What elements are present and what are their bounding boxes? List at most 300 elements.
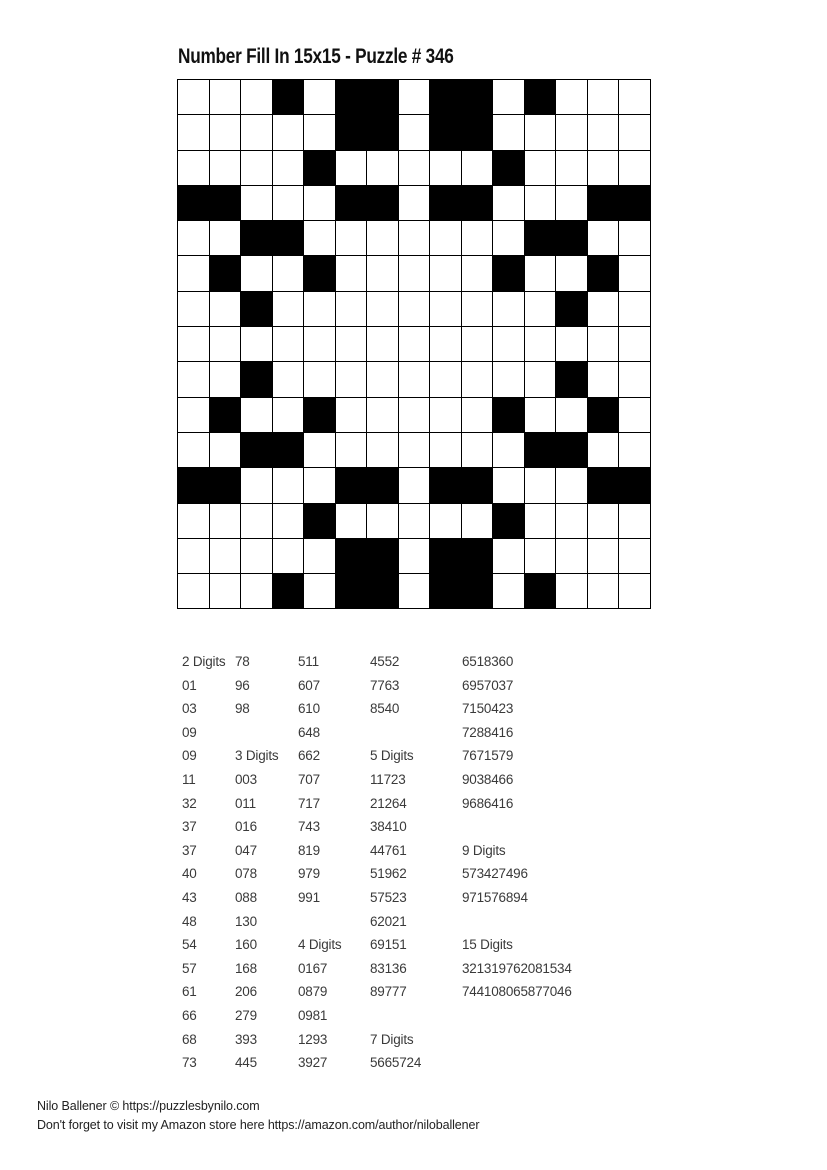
- grid-cell: [241, 433, 273, 468]
- grid-cell: [210, 80, 242, 115]
- grid-cell: [399, 539, 431, 574]
- grid-cell: [619, 80, 651, 115]
- grid-cell: [273, 292, 305, 327]
- grid-cell: [336, 574, 368, 609]
- list-column: [370, 650, 421, 1075]
- grid-cell: [430, 151, 462, 186]
- list-number: 011: [235, 795, 256, 811]
- grid-cell: [336, 186, 368, 221]
- grid-cell: [462, 468, 494, 503]
- grid-cell: [525, 292, 557, 327]
- list-column: [462, 650, 572, 1004]
- grid-cell: [430, 256, 462, 291]
- grid-cell: [525, 256, 557, 291]
- grid-cell: [619, 186, 651, 221]
- grid-cell: [178, 292, 210, 327]
- list-number: 206: [235, 984, 257, 1000]
- grid-cell: [462, 362, 494, 397]
- grid-cell: [619, 292, 651, 327]
- list-number: 511: [298, 654, 319, 669]
- grid-cell: [493, 504, 525, 539]
- grid-cell: [210, 221, 242, 256]
- grid-cell: [336, 292, 368, 327]
- grid-cell: [336, 539, 368, 574]
- grid-cell: [304, 468, 336, 503]
- grid-cell: [273, 80, 305, 115]
- list-number: 68: [182, 1031, 197, 1047]
- grid-cell: [241, 468, 273, 503]
- grid-cell: [556, 327, 588, 362]
- grid-cell: [304, 504, 336, 539]
- list-number: 11: [182, 771, 196, 787]
- grid-cell: [556, 362, 588, 397]
- grid-cell: [493, 574, 525, 609]
- grid-cell: [210, 292, 242, 327]
- list-number: 743: [298, 819, 320, 835]
- list-number: 0981: [298, 1007, 328, 1023]
- grid-cell: [210, 398, 242, 433]
- grid-cell: [241, 362, 273, 397]
- grid-cell: [493, 151, 525, 186]
- list-number: 37: [182, 842, 197, 858]
- list-number: 130: [235, 913, 257, 929]
- list-number: 393: [235, 1031, 257, 1047]
- grid-cell: [367, 221, 399, 256]
- grid-cell: [241, 574, 273, 609]
- grid-cell: [273, 256, 305, 291]
- grid-cell: [367, 362, 399, 397]
- list-number: 32: [182, 795, 197, 811]
- grid-cell: [273, 468, 305, 503]
- list-number: 6957037: [462, 677, 514, 693]
- grid-cell: [588, 398, 620, 433]
- grid-cell: [367, 398, 399, 433]
- grid-cell: [525, 504, 557, 539]
- list-number: 43: [182, 889, 197, 905]
- grid-cell: [619, 433, 651, 468]
- grid-cell: [304, 433, 336, 468]
- list-blank: [235, 721, 278, 745]
- grid-cell: [367, 186, 399, 221]
- list-number: 03: [182, 701, 197, 717]
- grid-cell: [367, 433, 399, 468]
- grid-cell: [399, 504, 431, 539]
- grid-cell: [241, 186, 273, 221]
- grid-cell: [462, 504, 494, 539]
- grid-cell: [619, 115, 651, 150]
- list-number: 44761: [370, 842, 407, 858]
- grid-cell: [556, 256, 588, 291]
- list-number: 57523: [370, 889, 407, 905]
- grid-cell: [399, 186, 431, 221]
- list-number: 321319762081534: [462, 960, 572, 976]
- grid-cell: [399, 327, 431, 362]
- grid-cell: [556, 186, 588, 221]
- grid-cell: [273, 539, 305, 574]
- grid-cell: [619, 398, 651, 433]
- grid-cell: [588, 574, 620, 609]
- grid-cell: [588, 80, 620, 115]
- grid-cell: [241, 115, 273, 150]
- list-number: 160: [235, 937, 257, 953]
- grid-cell: [430, 398, 462, 433]
- grid-cell: [462, 115, 494, 150]
- grid-cell: [493, 80, 525, 115]
- grid-cell: [430, 468, 462, 503]
- grid-cell: [430, 186, 462, 221]
- list-blank: [298, 910, 341, 934]
- grid-cell: [588, 186, 620, 221]
- grid-cell: [178, 539, 210, 574]
- list-blank: [370, 1004, 421, 1028]
- grid-cell: [210, 256, 242, 291]
- grid-cell: [336, 433, 368, 468]
- grid-cell: [462, 151, 494, 186]
- grid-cell: [619, 539, 651, 574]
- grid-cell: [241, 292, 273, 327]
- grid-cell: [525, 398, 557, 433]
- grid-cell: [273, 151, 305, 186]
- list-number: 9038466: [462, 771, 514, 787]
- grid-cell: [462, 574, 494, 609]
- list-number: 57: [182, 960, 197, 976]
- list-number: 9686416: [462, 795, 514, 811]
- grid-cell: [178, 504, 210, 539]
- list-number: 016: [235, 819, 257, 835]
- grid-cell: [588, 468, 620, 503]
- grid-cell: [241, 80, 273, 115]
- grid-cell: [588, 504, 620, 539]
- grid-cell: [430, 504, 462, 539]
- grid-cell: [619, 362, 651, 397]
- grid-cell: [210, 362, 242, 397]
- grid-cell: [367, 504, 399, 539]
- grid-cell: [241, 504, 273, 539]
- grid-cell: [210, 327, 242, 362]
- grid-cell: [241, 327, 273, 362]
- list-number: 1293: [298, 1031, 328, 1047]
- grid-cell: [462, 256, 494, 291]
- list-number: 78: [235, 654, 250, 669]
- list-blank: [462, 910, 572, 934]
- list-number: 6518360: [462, 654, 514, 669]
- grid-cell: [493, 327, 525, 362]
- grid-cell: [210, 574, 242, 609]
- list-number: 168: [235, 960, 257, 976]
- grid-cell: [399, 574, 431, 609]
- list-number: 744108065877046: [462, 984, 572, 1000]
- grid-cell: [273, 186, 305, 221]
- grid-cell: [588, 115, 620, 150]
- grid-cell: [210, 504, 242, 539]
- grid-cell: [493, 115, 525, 150]
- grid-cell: [210, 433, 242, 468]
- list-number: 7671579: [462, 748, 514, 764]
- list-number: 707: [298, 771, 320, 787]
- list-number: 89777: [370, 984, 407, 1000]
- grid-cell: [556, 433, 588, 468]
- list-number: 37: [182, 819, 197, 835]
- grid-cell: [304, 151, 336, 186]
- list-number: 83136: [370, 960, 407, 976]
- list-number: 01: [182, 677, 197, 693]
- grid-cell: [178, 256, 210, 291]
- grid-cell: [241, 398, 273, 433]
- grid-cell: [493, 539, 525, 574]
- list-number: 819: [298, 842, 320, 858]
- list-number: 09: [182, 748, 197, 764]
- grid-cell: [588, 327, 620, 362]
- list-number: 088: [235, 889, 257, 905]
- grid-cell: [304, 292, 336, 327]
- grid-cell: [367, 574, 399, 609]
- grid-cell: [273, 362, 305, 397]
- grid-cell: [619, 504, 651, 539]
- list-blank: [370, 721, 421, 745]
- grid-cell: [556, 398, 588, 433]
- grid-cell: [210, 186, 242, 221]
- list-column: [298, 650, 341, 1075]
- grid-cell: [304, 256, 336, 291]
- grid-cell: [493, 362, 525, 397]
- grid-cell: [367, 468, 399, 503]
- list-number: 61: [182, 984, 197, 1000]
- list-number: 09: [182, 724, 197, 740]
- grid-cell: [493, 398, 525, 433]
- grid-cell: [493, 256, 525, 291]
- grid-cell: [525, 115, 557, 150]
- grid-cell: [399, 151, 431, 186]
- list-number: 8540: [370, 701, 400, 717]
- grid-cell: [336, 221, 368, 256]
- grid-cell: [556, 80, 588, 115]
- grid-cell: [304, 80, 336, 115]
- list-number: 51962: [370, 866, 407, 882]
- grid-cell: [619, 574, 651, 609]
- list-number: 38410: [370, 819, 407, 835]
- list-column: [235, 650, 278, 1075]
- grid-cell: [556, 292, 588, 327]
- grid-cell: [462, 327, 494, 362]
- grid-cell: [304, 574, 336, 609]
- grid-cell: [556, 221, 588, 256]
- grid-cell: [178, 433, 210, 468]
- grid-cell: [556, 151, 588, 186]
- grid-cell: [336, 115, 368, 150]
- grid-cell: [241, 151, 273, 186]
- list-number: 40: [182, 866, 197, 882]
- digit-group-header: 15 Digits: [462, 937, 513, 953]
- list-number: 078: [235, 866, 257, 882]
- grid-cell: [210, 468, 242, 503]
- grid-cell: [241, 221, 273, 256]
- grid-cell: [273, 398, 305, 433]
- grid-cell: [462, 186, 494, 221]
- grid-cell: [525, 362, 557, 397]
- grid-cell: [304, 362, 336, 397]
- grid-cell: [430, 433, 462, 468]
- list-number: 279: [235, 1007, 257, 1023]
- grid-cell: [525, 151, 557, 186]
- grid-cell: [210, 539, 242, 574]
- list-number: 648: [298, 724, 320, 740]
- list-number: 7288416: [462, 724, 514, 740]
- grid-cell: [273, 221, 305, 256]
- grid-cell: [430, 574, 462, 609]
- grid-cell: [462, 433, 494, 468]
- grid-cell: [588, 151, 620, 186]
- grid-cell: [178, 574, 210, 609]
- grid-cell: [556, 468, 588, 503]
- grid-cell: [493, 468, 525, 503]
- grid-cell: [588, 433, 620, 468]
- grid-cell: [525, 80, 557, 115]
- grid-cell: [462, 398, 494, 433]
- list-number: 607: [298, 677, 320, 693]
- grid-cell: [462, 292, 494, 327]
- grid-cell: [304, 115, 336, 150]
- grid-cell: [556, 574, 588, 609]
- grid-cell: [462, 221, 494, 256]
- grid-cell: [399, 256, 431, 291]
- list-number: 003: [235, 771, 257, 787]
- grid-cell: [525, 433, 557, 468]
- grid-cell: [178, 221, 210, 256]
- grid-cell: [619, 151, 651, 186]
- grid-cell: [178, 327, 210, 362]
- grid-cell: [178, 151, 210, 186]
- grid-cell: [619, 221, 651, 256]
- grid-cell: [304, 221, 336, 256]
- grid-cell: [178, 398, 210, 433]
- grid-cell: [336, 504, 368, 539]
- grid-cell: [430, 115, 462, 150]
- grid-cell: [619, 256, 651, 291]
- grid-cell: [430, 221, 462, 256]
- grid-cell: [493, 433, 525, 468]
- grid-cell: [273, 574, 305, 609]
- list-number: 66: [182, 1007, 197, 1023]
- grid-cell: [178, 115, 210, 150]
- grid-cell: [210, 115, 242, 150]
- grid-cell: [399, 468, 431, 503]
- grid-cell: [399, 362, 431, 397]
- grid-cell: [493, 292, 525, 327]
- list-number: 7763: [370, 677, 400, 693]
- number-lists: [182, 650, 602, 1075]
- grid-cell: [178, 362, 210, 397]
- list-number: 0167: [298, 960, 328, 976]
- grid-cell: [462, 80, 494, 115]
- grid-cell: [525, 574, 557, 609]
- digit-group-header: 2 Digits: [182, 654, 226, 669]
- list-number: 4552: [370, 654, 400, 669]
- grid-cell: [619, 468, 651, 503]
- puzzle-title: Number Fill In 15x15 - Puzzle # 346: [178, 45, 454, 68]
- grid-cell: [399, 80, 431, 115]
- footer-copyright-line: Nilo Ballener © https://puzzlesbynilo.com: [37, 1099, 260, 1113]
- grid-cell: [304, 398, 336, 433]
- grid-cell: [525, 468, 557, 503]
- grid-cell: [304, 327, 336, 362]
- grid-cell: [525, 221, 557, 256]
- list-number: 11723: [370, 771, 406, 787]
- grid-cell: [178, 186, 210, 221]
- grid-cell: [399, 292, 431, 327]
- grid-cell: [336, 468, 368, 503]
- list-number: 0879: [298, 984, 328, 1000]
- list-number: 48: [182, 913, 197, 929]
- puzzle-grid: [177, 79, 651, 609]
- grid-cell: [462, 539, 494, 574]
- digit-group-header: 5 Digits: [370, 748, 414, 764]
- grid-cell: [493, 221, 525, 256]
- list-number: 54: [182, 937, 197, 953]
- grid-cell: [556, 115, 588, 150]
- list-number: 5665724: [370, 1055, 422, 1071]
- grid-cell: [336, 80, 368, 115]
- list-number: 662: [298, 748, 320, 764]
- digit-group-header: 9 Digits: [462, 842, 506, 858]
- grid-cell: [399, 221, 431, 256]
- grid-cell: [178, 468, 210, 503]
- grid-cell: [430, 292, 462, 327]
- digit-group-header: 7 Digits: [370, 1031, 414, 1047]
- grid-cell: [241, 539, 273, 574]
- list-number: 991: [298, 889, 320, 905]
- grid-cell: [430, 80, 462, 115]
- grid-cell: [336, 327, 368, 362]
- grid-cell: [210, 151, 242, 186]
- grid-cell: [525, 539, 557, 574]
- grid-cell: [430, 362, 462, 397]
- grid-cell: [588, 292, 620, 327]
- list-number: 717: [298, 795, 320, 811]
- grid-cell: [367, 327, 399, 362]
- list-number: 98: [235, 701, 250, 717]
- grid-cell: [525, 186, 557, 221]
- grid-cell: [273, 433, 305, 468]
- grid-cell: [430, 539, 462, 574]
- grid-cell: [399, 398, 431, 433]
- list-number: 610: [298, 701, 320, 717]
- list-number: 21264: [370, 795, 407, 811]
- grid-cell: [273, 115, 305, 150]
- grid-cell: [304, 539, 336, 574]
- list-column: [182, 650, 225, 1075]
- grid-cell: [336, 398, 368, 433]
- list-number: 7150423: [462, 701, 514, 717]
- list-number: 971576894: [462, 889, 528, 905]
- list-blank: [462, 815, 572, 839]
- grid-cell: [336, 151, 368, 186]
- list-number: 73: [182, 1055, 197, 1071]
- grid-cell: [273, 327, 305, 362]
- grid-cell: [525, 327, 557, 362]
- grid-cell: [367, 80, 399, 115]
- grid-cell: [493, 186, 525, 221]
- grid-cell: [241, 256, 273, 291]
- grid-cell: [556, 539, 588, 574]
- list-number: 62021: [370, 913, 407, 929]
- list-number: 979: [298, 866, 320, 882]
- grid-cell: [367, 151, 399, 186]
- grid-cell: [619, 327, 651, 362]
- grid-cell: [178, 80, 210, 115]
- list-number: 573427496: [462, 866, 528, 882]
- digit-group-header: 4 Digits: [298, 937, 342, 953]
- grid-cell: [399, 115, 431, 150]
